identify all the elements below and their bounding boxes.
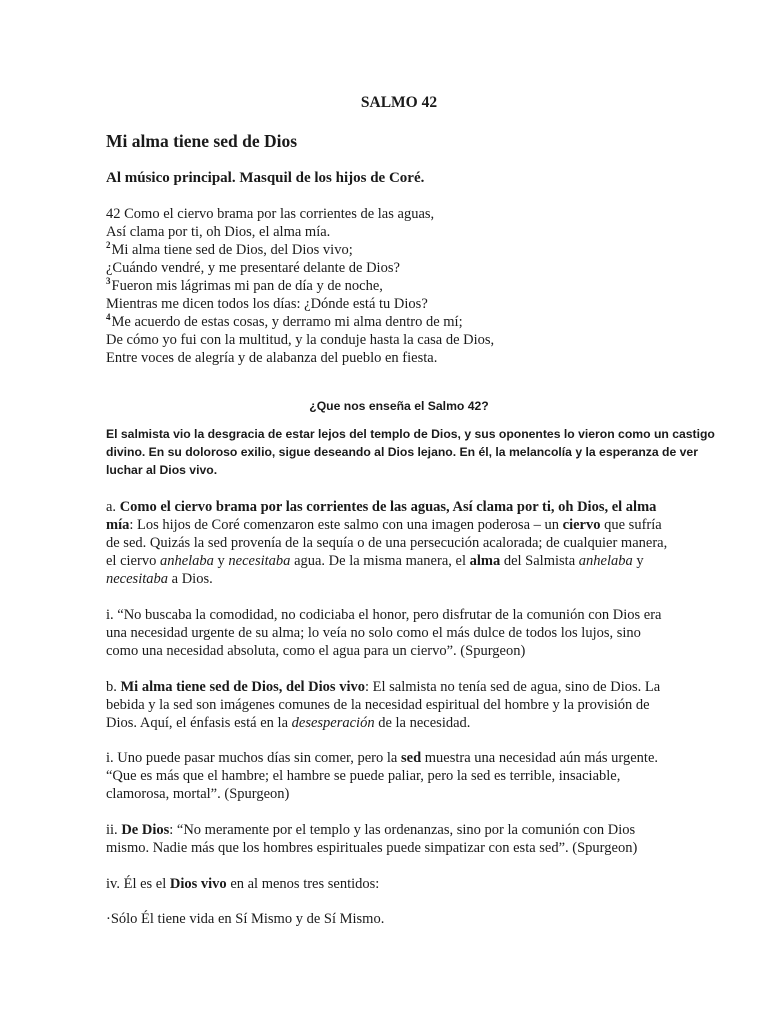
commentary-bi-line: i. Uno puede pasar muchos días sin comer, pero la sed muestra una necesidad aún más urgente. xyxy=(106,750,659,766)
verse-number: 2 xyxy=(106,240,111,251)
verse-line: 42 Como el ciervo brama por las corrientes de las aguas, xyxy=(106,206,435,222)
psalm-subtitle: Mi alma tiene sed de Dios xyxy=(106,131,298,151)
verse-line: $^3$Fueron mis lágrimas mi pan de día y de noche, xyxy=(106,276,383,294)
bullet-item: ·Sólo Él tiene vida en Sí Mismo y de Sí Mismo. xyxy=(106,911,385,927)
verse-line: Así clama por ti, oh Dios, el alma mía. xyxy=(106,224,331,240)
section-question: ¿Que nos enseña el Salmo 42? xyxy=(309,399,489,413)
psalm-superscription: Al músico principal. Masquil de los hijos de Coré. xyxy=(106,170,425,186)
commentary-b-line: bebida y la sed son imágenes comunes de la necesidad espiritual del hombre y la provisión de xyxy=(106,697,650,713)
psalm-title: SALMO 42 xyxy=(360,94,438,111)
verse-line: De cómo yo fui con la multitud, y la conduje hasta la casa de Dios, xyxy=(106,332,495,348)
commentary-a-line: el ciervo anhelaba y necesitaba agua. De la misma manera, el alma del Salmista anhelaba y xyxy=(106,553,644,569)
commentary-biv-line: iv. Él es el Dios vivo en al menos tres sentidos: xyxy=(106,876,380,892)
commentary-bii-line: mismo. Nadie más que los hombres espirituales puede simpatizar con esta sed”. (Spurgeon) xyxy=(106,840,638,856)
commentary-a-line: necesitaba a Dios. xyxy=(106,571,213,587)
commentary-bi-line: “Que es más que el hambre; el hambre se puede paliar, pero la sed es terrible, insaciable, xyxy=(106,768,621,784)
summary-line: luchar al Dios vivo. xyxy=(106,463,218,477)
verse-line: Entre voces de alegría y de alabanza del pueblo en fiesta. xyxy=(106,350,438,366)
verse-line: $^4$Me acuerdo de estas cosas, y derramo mi alma dentro de mí; xyxy=(106,312,463,330)
verse-line: $^2$Mi alma tiene sed de Dios, del Dios vivo; xyxy=(106,240,353,258)
commentary-a-line: mía: Los hijos de Coré comenzaron este salmo con una imagen poderosa – un ciervo que sufría xyxy=(106,517,662,533)
commentary-ai-line: como una necesidad absoluta, como el agua para un ciervo”. (Spurgeon) xyxy=(106,643,526,659)
verse-line: ¿Cuándo vendré, y me presentaré delante de Dios? xyxy=(106,260,400,276)
commentary-b-line: b. Mi alma tiene sed de Dios, del Dios vivo: El salmista no tenía sed de agua, sino de Dios. La xyxy=(106,679,661,695)
summary-line: divino. En su doloroso exilio, sigue deseando al Dios lejano. En él, la melancolía y la esperanza de ver xyxy=(106,445,698,459)
commentary-a-line: de sed. Quizás la sed provenía de la sequía o de una persecución acalorada; de cualquier manera, xyxy=(106,535,668,551)
summary-line: El salmista vio la desgracia de estar lejos del templo de Dios, y sus oponentes lo vieron como un castigo xyxy=(106,427,715,441)
commentary-a-line: a. Como el ciervo brama por las corrientes de las aguas, Así clama por ti, oh Dios, el alma xyxy=(106,499,657,515)
verse-line: Mientras me dicen todos los días: ¿Dónde está tu Dios? xyxy=(106,296,428,312)
commentary-b-line: Dios. Aquí, el énfasis está en la desesperación de la necesidad. xyxy=(106,715,471,731)
commentary-bi-line: clamorosa, mortal”. (Spurgeon) xyxy=(106,786,290,802)
commentary-bii-line: ii. De Dios: “No meramente por el templo y las ordenanzas, sino por la comunión con Dios xyxy=(106,822,636,838)
verse-number: 3 xyxy=(106,276,111,287)
commentary-ai-line: una necesidad urgente de su alma; lo veía no solo como el más dulce de todos los lujos, sino xyxy=(106,625,641,641)
commentary-ai-line: i. “No buscaba la comodidad, no codiciaba el honor, pero disfrutar de la comunión con Dios era xyxy=(106,607,662,623)
verse-number: 4 xyxy=(106,312,111,323)
